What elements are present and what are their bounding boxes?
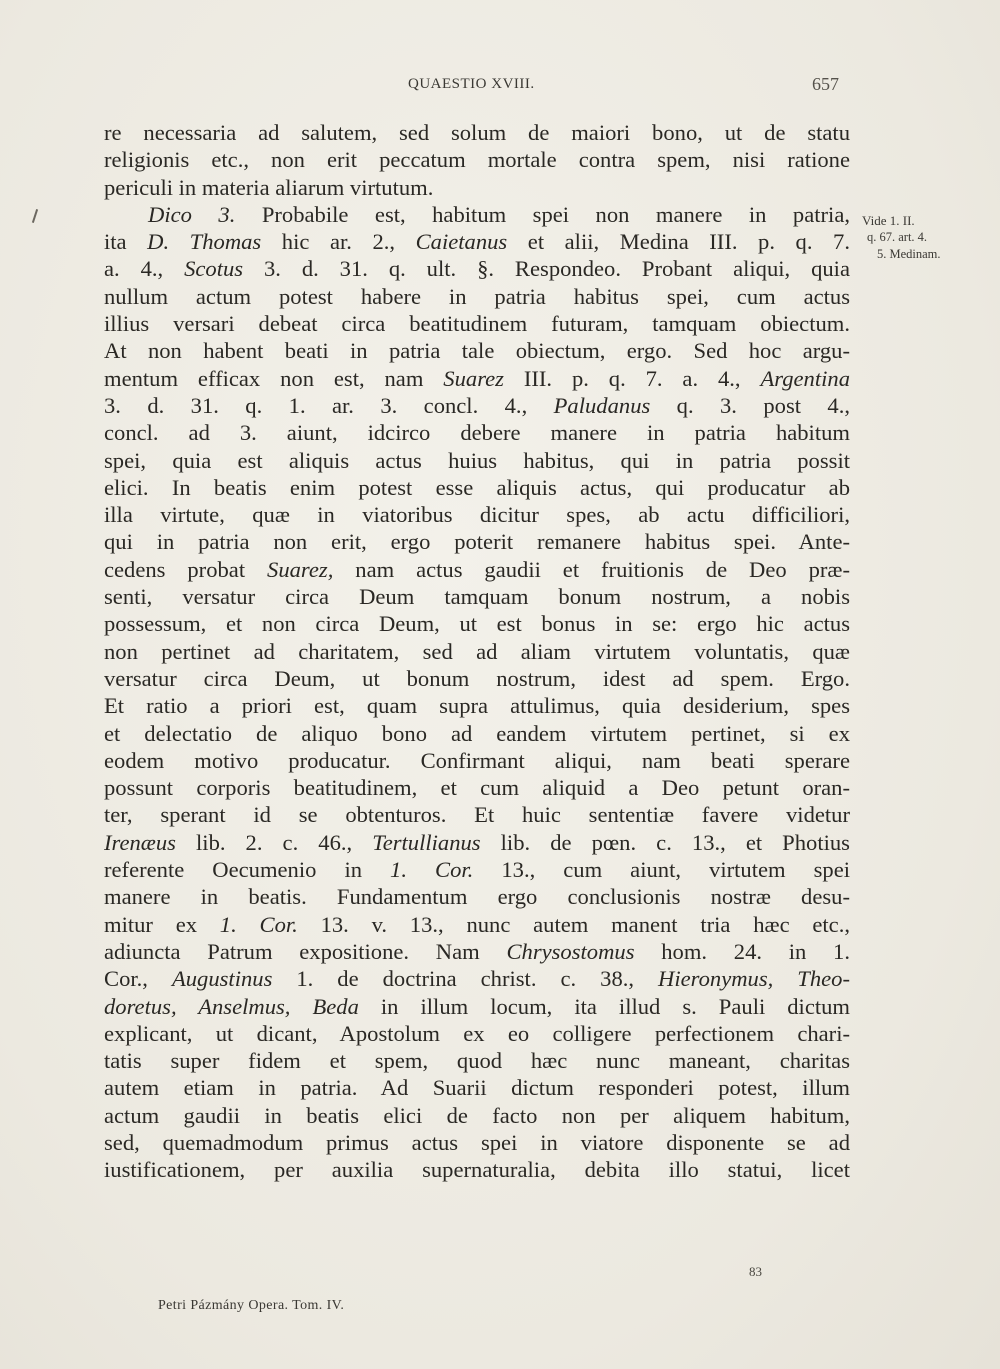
text-run: eodem motivo producatur. Confirmant aliqui, nam beati sperare [104, 747, 850, 773]
text-run: III. p. q. 7. a. 4., [503, 365, 761, 391]
italic-reference: Dico 3. [148, 201, 236, 227]
text-line [104, 1129, 850, 1156]
text-line [104, 255, 850, 282]
text-line [104, 1102, 850, 1129]
text-line [104, 174, 850, 201]
margin-note-line: q. 67. art. 4. [867, 230, 928, 244]
text-run: periculi in materia aliarum virtutum. [104, 174, 434, 200]
text-run: sed, quemadmodum primus actus spei in viatore disponente se ad [104, 1129, 850, 1155]
text-run: hom. 24. in 1. [634, 938, 850, 964]
text-line [104, 228, 850, 255]
text-run: versatur circa Deum, ut bonum nostrum, idest ad spem. Ergo. [104, 665, 850, 691]
text-run: lib. de pœn. c. 13., et Photius [480, 829, 850, 855]
text-run: manere in beatis. Fundamentum ergo conclusionis nostræ desu- [104, 884, 850, 910]
text-line [104, 146, 850, 173]
page-number: 657 [812, 74, 839, 94]
text-line [104, 774, 850, 801]
text-line [104, 801, 850, 828]
text-run: explicant, ut dicant, Apostolum ex eo colligere perfectionem chari- [104, 1020, 850, 1046]
text-line [104, 856, 850, 883]
text-run: ter, sperant id se obtenturos. Et huic sententiæ favere videtur [104, 802, 850, 828]
text-line [104, 1074, 850, 1101]
text-run: 13. v. 13., nunc autem manent tria hæc etc., [297, 911, 850, 937]
text-line [104, 283, 850, 310]
running-head-title: QUAESTIO XVIII. [408, 76, 535, 92]
text-run: lib. 2. c. 46., [175, 829, 373, 855]
margin-note-line: Vide 1. II. [862, 213, 915, 228]
text-run: nullum actum potest habere in patria habitus spei, cum actus [104, 283, 850, 309]
italic-reference: Tertullianus [372, 829, 481, 855]
text-line [104, 501, 850, 528]
text-run: et alii, Medina III. p. q. 7. [507, 229, 850, 255]
italic-reference: Augustinus [171, 966, 273, 992]
text-line [104, 938, 850, 965]
text-run: 13., cum aiunt, virtutem spei [473, 857, 850, 883]
text-line [104, 883, 850, 910]
margin-note [860, 212, 970, 263]
text-run: elici. In beatis enim potest esse aliquis actus, qui producatur ab [104, 474, 850, 500]
italic-reference: 1. Cor. [390, 857, 474, 883]
italic-reference: D. Thomas [147, 229, 262, 255]
text-run: ita [104, 229, 148, 255]
text-line [104, 610, 850, 637]
italic-reference: doretus, Anselmus, Beda [104, 993, 359, 1019]
text-run: non pertinet ad charitatem, sed ad aliam virtutem voluntatis, quæ [104, 638, 850, 664]
text-line [104, 993, 850, 1020]
italic-reference: Argentina [760, 365, 850, 391]
text-run: religionis etc., non erit peccatum mortale contra spem, nisi ratione [104, 147, 850, 173]
text-line [104, 638, 850, 665]
italic-reference: Scotus [184, 256, 244, 282]
text-run: mitur ex [104, 911, 220, 937]
text-line [104, 474, 850, 501]
text-run: Cor., [104, 966, 172, 992]
text-run: 1. de doctrina christ. c. 38., [272, 966, 659, 992]
text-run: q. 3. post 4., [650, 392, 850, 418]
text-line [104, 692, 850, 719]
italic-reference: Caietanus [415, 229, 508, 255]
text-line [104, 419, 850, 446]
text-run: concl. ad 3. aiunt, idcirco debere manere in patria habitum [104, 420, 850, 446]
text-run: At non habent beati in patria tale obiectum, ergo. Sed hoc argu- [104, 338, 850, 364]
text-run: Et ratio a priori est, quam supra attulimus, quia desiderium, spes [104, 693, 850, 719]
text-run: hic ar. 2., [261, 229, 416, 255]
italic-reference: Chrysostomus [506, 938, 635, 964]
body-text [104, 119, 850, 1184]
footer-imprint: Petri Pázmány Opera. Tom. IV. [158, 1298, 345, 1313]
text-run: nam actus gaudii et fruitionis de Deo præ- [333, 556, 850, 582]
italic-reference: 1. Cor. [219, 911, 298, 937]
text-run: tatis super fidem et spem, quod hæc nunc maneant, charitas [104, 1048, 850, 1074]
text-line [104, 911, 850, 938]
italic-reference: Hieronymus, Theo- [658, 966, 850, 992]
text-run: a. 4., [104, 256, 185, 282]
text-run: iustificationem, per auxilia supernaturalia, debita illo statui, licet [104, 1157, 850, 1183]
text-run: possunt corporis beatitudinem, et cum aliquid a Deo petunt oran- [104, 775, 850, 801]
signature-mark: 83 [749, 1264, 762, 1279]
text-run: 3. d. 31. q. ult. §. Respondeo. Probant aliqui, quia [243, 256, 850, 282]
text-run: autem etiam in patria. Ad Suarii dictum responderi potest, illum [104, 1075, 850, 1101]
text-line [104, 1156, 850, 1183]
text-line [104, 829, 850, 856]
text-run: et delectatio de aliquo bono ad eandem virtutem pertinet, si ex [104, 720, 850, 746]
text-line [104, 447, 850, 474]
text-run: qui in patria non erit, ergo poterit remanere habitus spei. Ante- [104, 529, 850, 555]
text-run: spei, quia est aliquis actus huius habitus, qui in patria possit [104, 447, 850, 473]
text-run: illa virtute, quæ in viatoribus dicitur spes, ab actu difficiliori, [104, 502, 850, 528]
text-line [104, 392, 850, 419]
text-line [104, 665, 850, 692]
text-run: mentum efficax non est, nam [104, 365, 444, 391]
text-run: referente Oecumenio in [104, 857, 391, 883]
italic-reference: Paludanus [553, 392, 651, 418]
text-line [104, 310, 850, 337]
running-head [0, 74, 1000, 98]
text-line [104, 365, 850, 392]
text-run: possessum, et non circa Deum, ut est bonus in se: ergo hic actus [104, 611, 850, 637]
text-line [104, 556, 850, 583]
text-line [104, 583, 850, 610]
text-line [104, 201, 850, 228]
italic-reference: Irenæus [104, 829, 176, 855]
text-run: 3. d. 31. q. 1. ar. 3. concl. 4., [104, 392, 554, 418]
text-line [104, 720, 850, 747]
margin-note-line: 5. Medinam. [877, 247, 941, 261]
text-line [104, 337, 850, 364]
text-run: in illum locum, ita illud s. Pauli dictum [358, 993, 850, 1019]
text-line [104, 528, 850, 555]
text-line [104, 1047, 850, 1074]
text-line [104, 965, 850, 992]
text-line [104, 1020, 850, 1047]
text-run: Probabile est, habitum spei non manere in patria, [235, 201, 850, 227]
italic-reference: Suarez, [267, 556, 334, 582]
stray-pencil-mark [32, 209, 38, 223]
text-run: illius versari debeat circa beatitudinem futuram, tamquam obiectum. [104, 311, 850, 337]
text-run: actum gaudii in beatis elici de facto non per aliquem habitum, [104, 1102, 850, 1128]
text-run: adiuncta Patrum expositione. Nam [104, 938, 507, 964]
text-run: re necessaria ad salutem, sed solum de maiori bono, ut de statu [104, 120, 850, 145]
text-line [104, 747, 850, 774]
text-run: cedens probat [104, 556, 268, 582]
italic-reference: Suarez [443, 365, 504, 391]
text-line [104, 119, 850, 146]
text-run: senti, versatur circa Deum tamquam bonum nostrum, a nobis [104, 584, 850, 610]
